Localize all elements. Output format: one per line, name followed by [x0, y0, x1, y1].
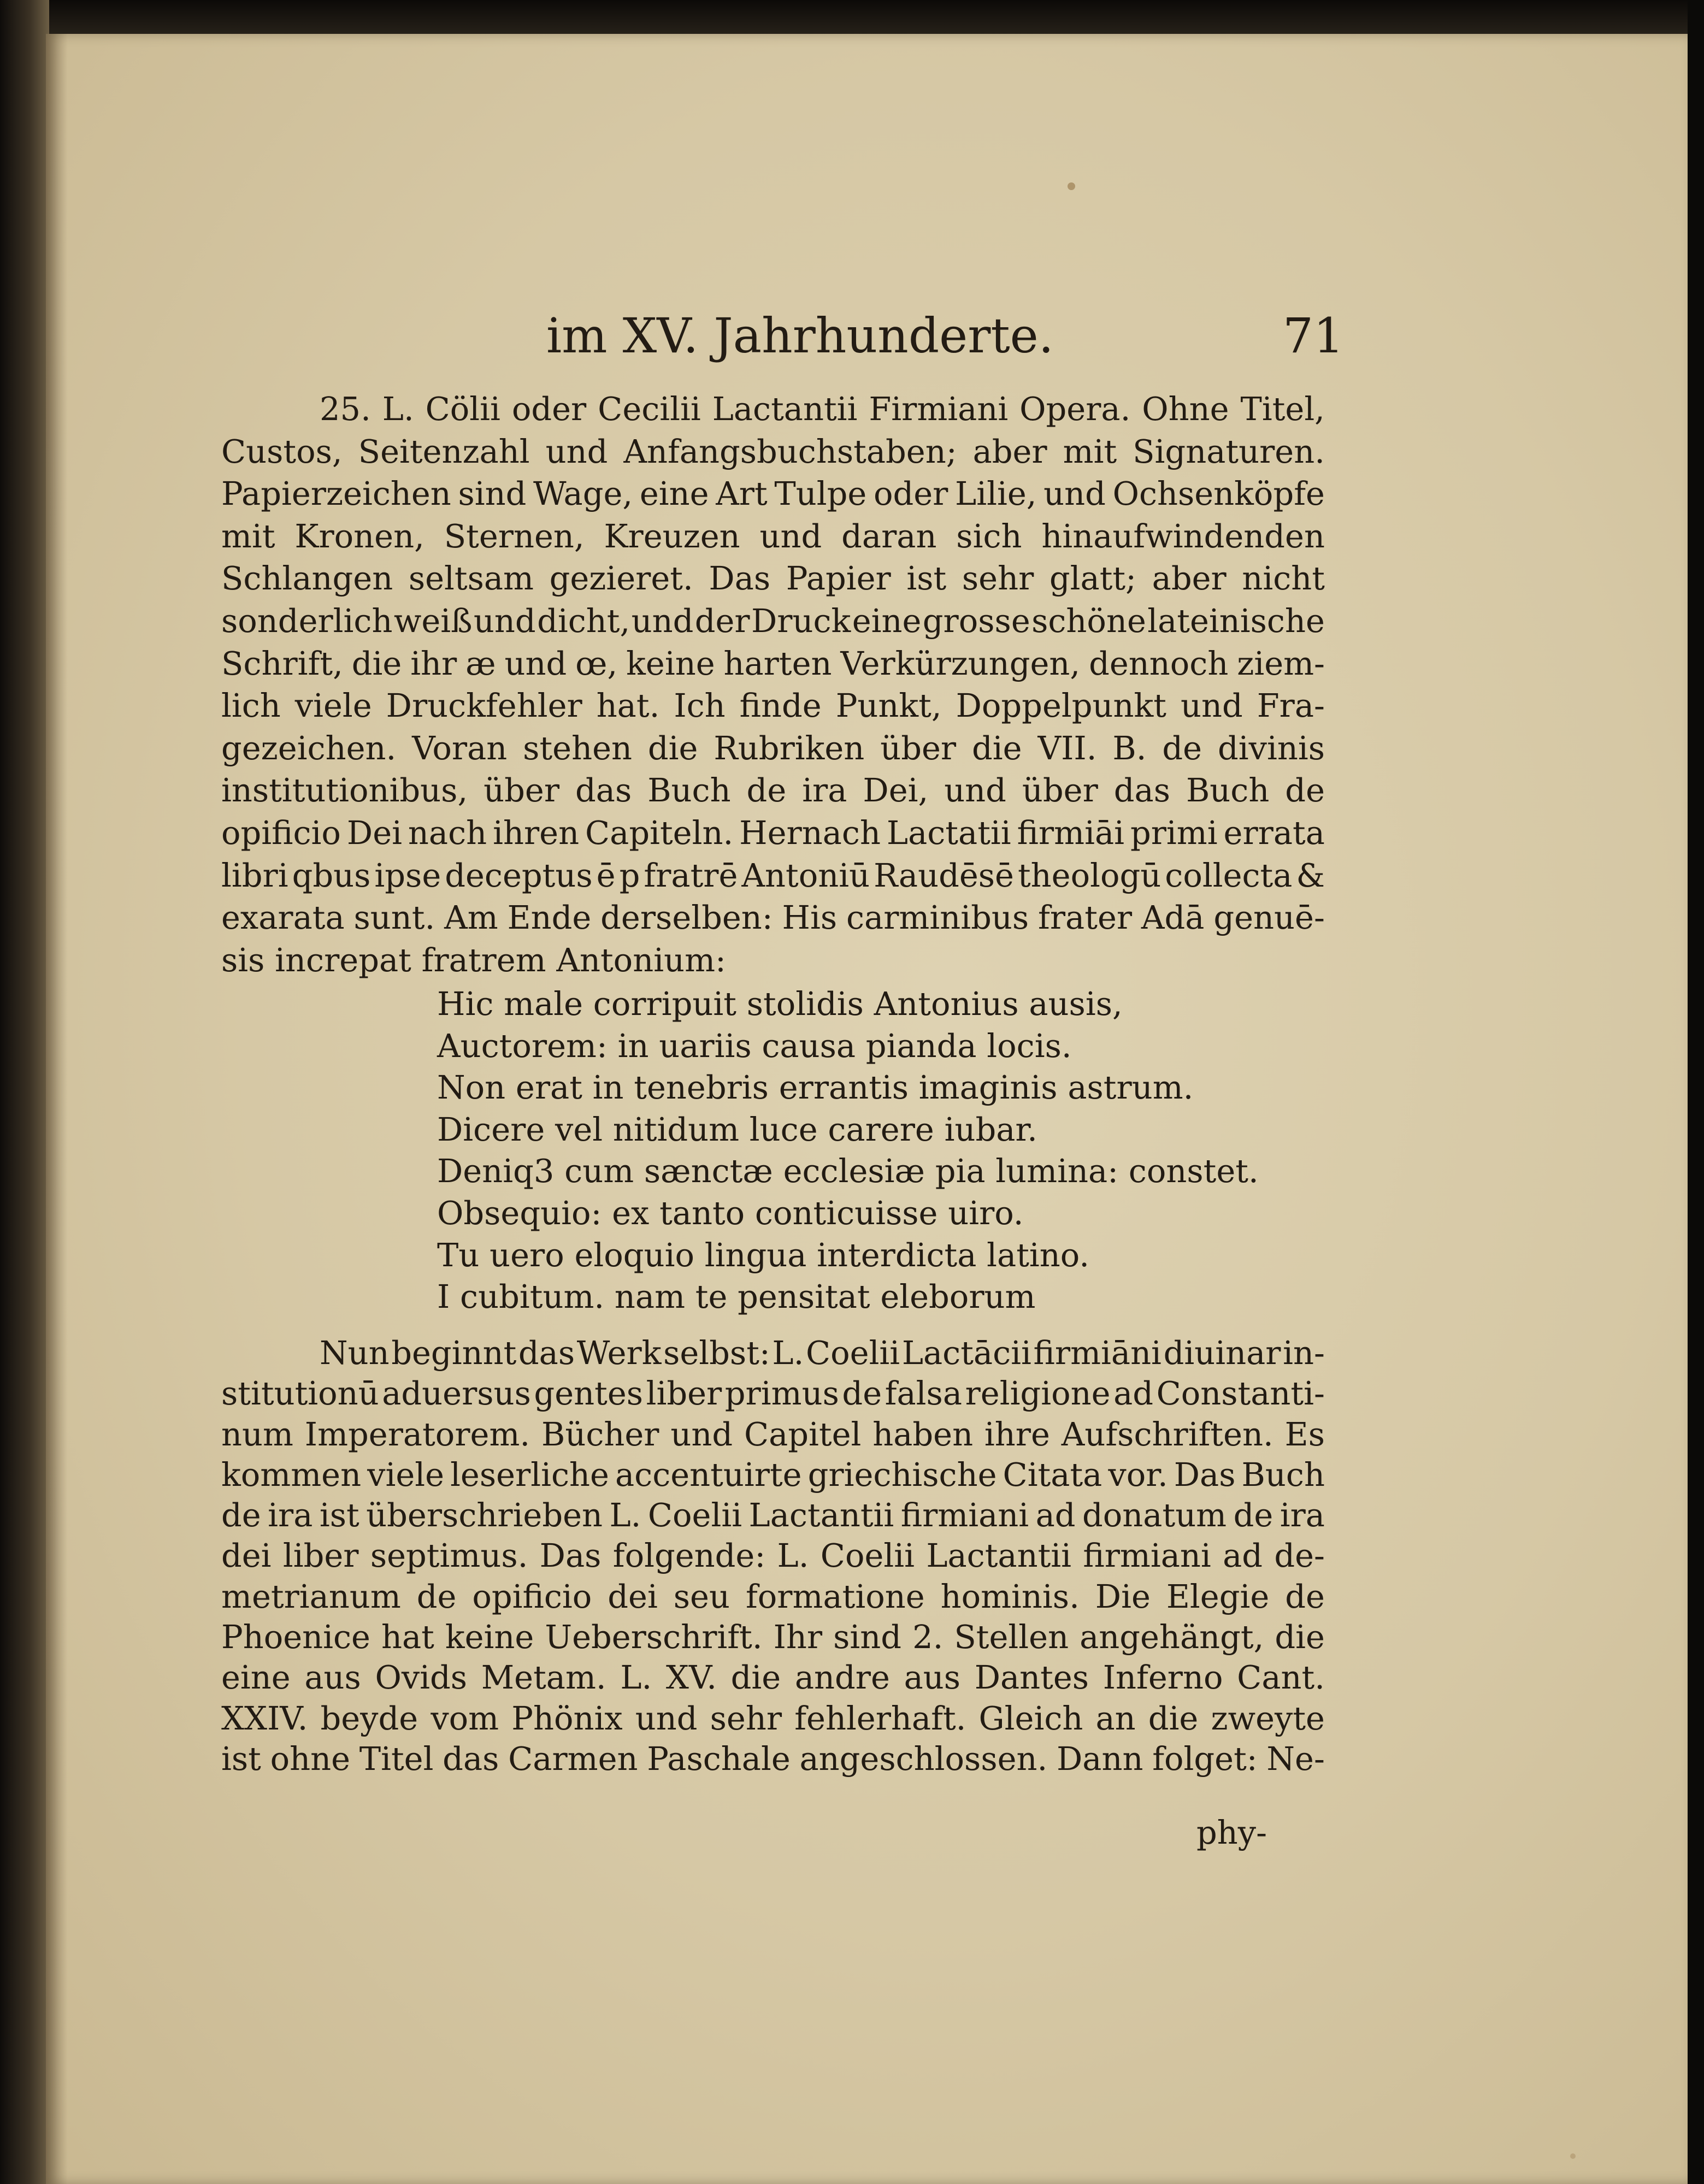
text-line: kommen viele leserliche accentuirte griechische Citata vor. Das Buch [221, 1455, 1325, 1494]
text-line: lich viele Druckfehler hat. Ich finde Punkt, Doppelpunkt und Fra- [221, 687, 1325, 725]
paragraph-entry-25 [221, 388, 1325, 981]
catchword: phy- [1196, 1814, 1267, 1851]
poem-line: Auctorem: in uariis causa pianda locis. [437, 1026, 1072, 1065]
text-line: mit Kronen, Sternen, Kreuzen und daran sich hinaufwindenden [221, 517, 1325, 555]
text-line: Nun beginnt das Werk selbst: L. Coelii Lactācii firmiāni diuinar in- [320, 1334, 1325, 1372]
text-line: Schlangen seltsam gezieret. Das Papier ist sehr glatt; aber nicht [221, 559, 1325, 598]
text-line: Custos, Seitenzahl und Anfangsbuchstaben; aber mit Signaturen. [221, 432, 1325, 470]
paper-spot [1570, 2153, 1576, 2159]
poem-line: Hic male corripuit stolidis Antonius ausis, [437, 985, 1123, 1023]
text-line: opificio Dei nach ihren Capiteln. Hernach Lactatii firmiāi primi errata [221, 813, 1325, 852]
text-line: sonderlich weiß und dicht, und der Druck eine grosse schöne lateinische [221, 601, 1325, 640]
poem-line: I cubitum. nam te pensitat eleborum [437, 1278, 1036, 1316]
text-line: libri qbus ipse deceptus ē p fratrē Antoniū Raudēsē theologū collecta & [221, 856, 1325, 894]
text-line: eine aus Ovids Metam. L. XV. die andre aus Dantes Inferno Cant. [221, 1658, 1325, 1697]
text-line: gezeichen. Voran stehen die Rubriken über die VII. B. de divinis [221, 729, 1325, 767]
text-line: 25. L. Cölii oder Cecilii Lactantii Firmiani Opera. Ohne Titel, [320, 390, 1325, 428]
poem-line: Obsequio: ex tanto conticuisse uiro. [437, 1194, 1024, 1232]
page-number: 71 [1283, 308, 1344, 364]
text-line: de ira ist überschrieben L. Coelii Lactantii firmiani ad donatum de ira [221, 1496, 1325, 1534]
text-line: institutionibus, über das Buch de ira Dei, und über das Buch de [221, 771, 1325, 810]
text-line: Schrift, die ihr æ und œ, keine harten Verkürzungen, dennoch ziem- [221, 644, 1325, 682]
page-gutter-shadow [46, 34, 68, 2184]
text-line: XXIV. beyde vom Phönix und sehr fehlerhaft. Gleich an die zweyte [221, 1699, 1325, 1737]
text-line: metrianum de opificio dei seu formatione hominis. Die Elegie de [221, 1577, 1325, 1615]
poem-line: Non erat in tenebris errantis imaginis astrum. [437, 1069, 1194, 1107]
paper-spot [1068, 182, 1075, 190]
running-header [546, 303, 1344, 369]
poem-line: Dicere vel nitidum luce carere iubar. [437, 1110, 1037, 1148]
text-line: Phoenice hat keine Ueberschrift. Ihr sind 2. Stellen angehängt, die [221, 1618, 1325, 1656]
poem-line: Deniq3 cum sænctæ ecclesiæ pia lumina: constet. [437, 1152, 1259, 1190]
poem-line: Tu uero eloquio lingua interdicta latino. [437, 1236, 1090, 1274]
text-line: exarata sunt. Am Ende derselben: His carminibus frater Adā genuē- [221, 899, 1325, 937]
text-line: dei liber septimus. Das folgende: L. Coelii Lactantii firmiani ad de- [221, 1537, 1325, 1575]
text-line: ist ohne Titel das Carmen Paschale angeschlossen. Dann folget: Ne- [221, 1739, 1325, 1778]
text-line: sis increpat fratrem Antonium: [221, 941, 726, 979]
text-line: stitutionū aduersus gentes liber primus de falsa religione ad Constanti- [221, 1374, 1325, 1413]
running-title: im XV. Jahrhunderte. [546, 308, 1054, 364]
poem-block [437, 983, 1257, 1318]
scan-right-edge [1688, 0, 1704, 2184]
book-spine-edge [0, 0, 49, 2184]
text-line: Papierzeichen sind Wage, eine Art Tulpe oder Lilie, und Ochsenköpfe [221, 475, 1325, 513]
text-line: num Imperatorem. Bücher und Capitel haben ihre Aufschriften. Es [221, 1415, 1325, 1453]
paragraph-work-description [221, 1333, 1325, 1779]
